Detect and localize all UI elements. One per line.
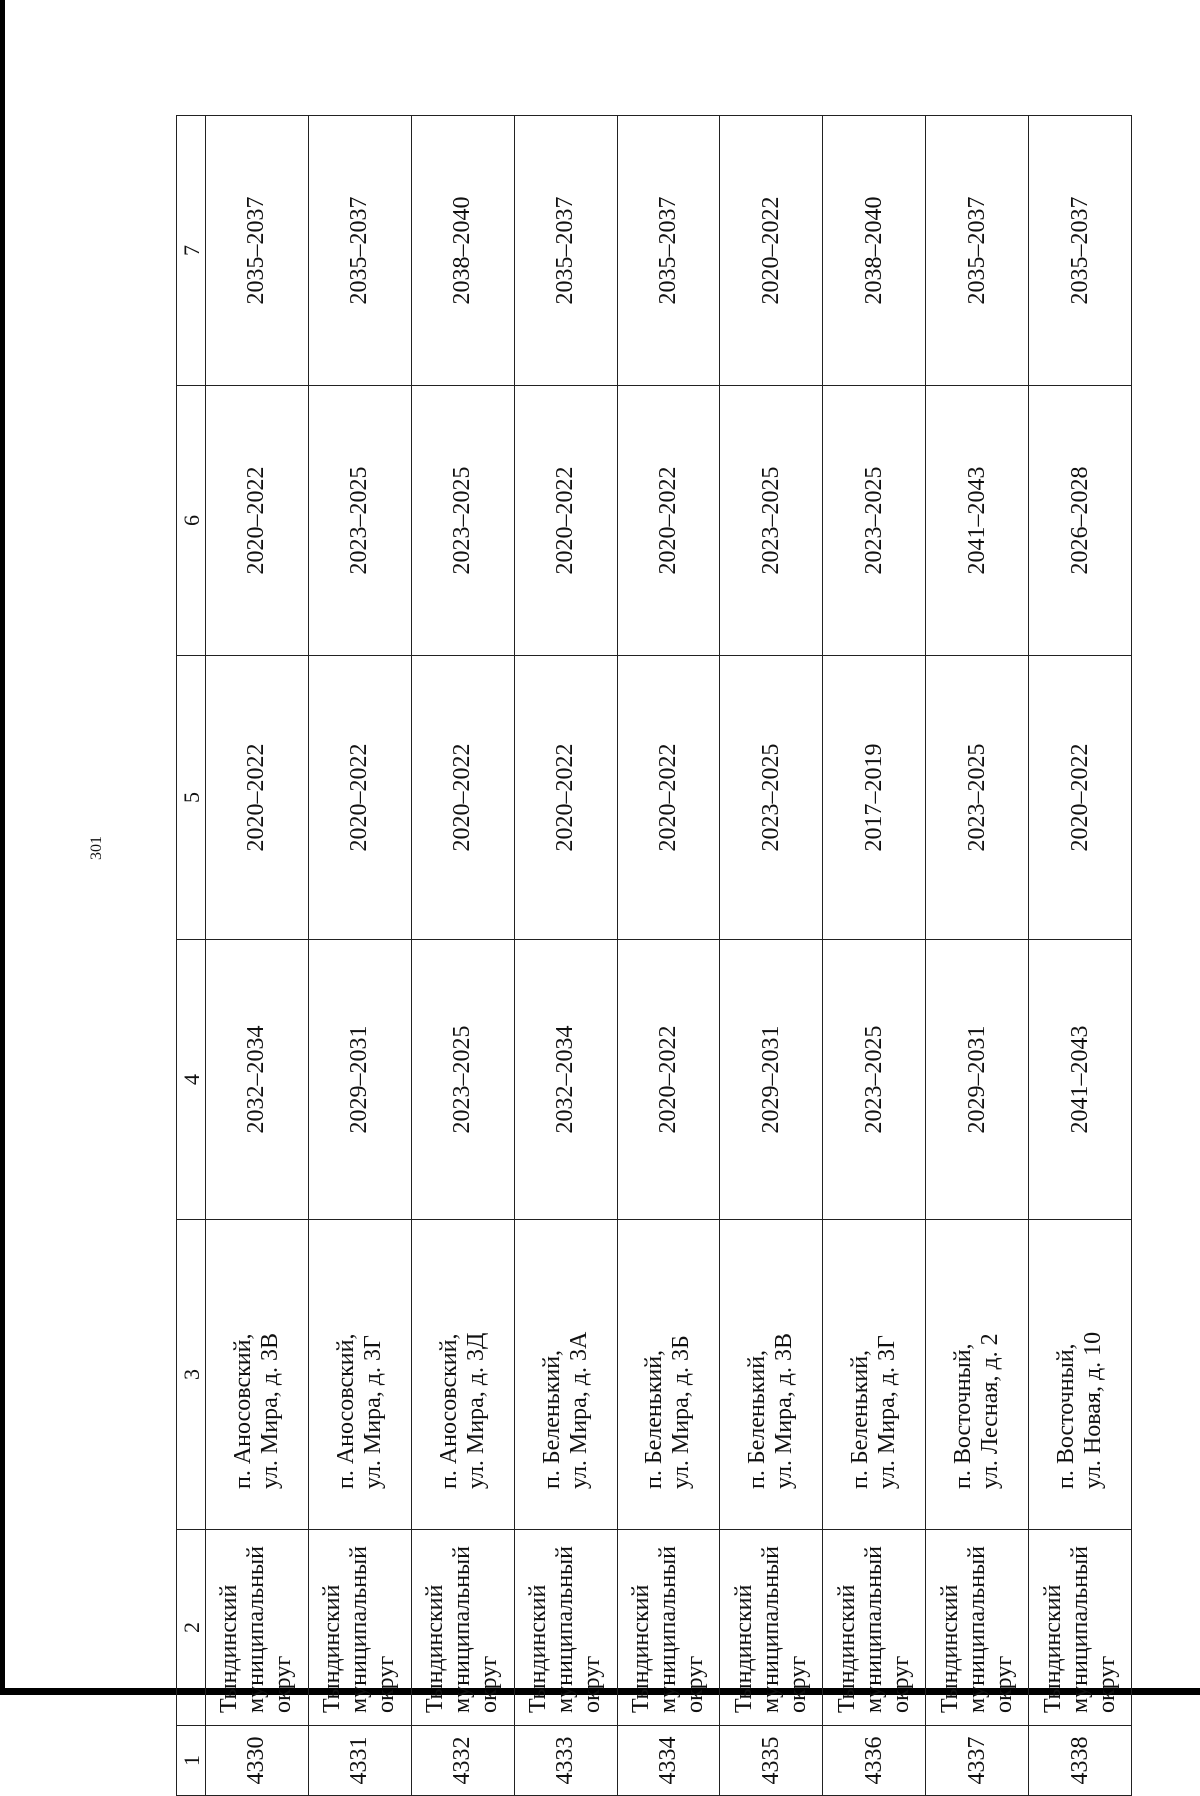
period-cell-c5: 2023–2025	[926, 656, 1029, 940]
district-line: Тындинский	[936, 1584, 963, 1713]
column-number: 7	[177, 116, 206, 386]
address-cell	[308, 1220, 411, 1530]
row-number-cell: 4336	[823, 1726, 926, 1796]
district-cell	[617, 1530, 720, 1726]
row-number-cell: 4332	[411, 1726, 514, 1796]
period-cell-c6: 2023–2025	[823, 386, 926, 656]
district-line: муниципальный	[963, 1545, 990, 1713]
row-number-cell: 4335	[720, 1726, 823, 1796]
district-line: Тындинский	[730, 1584, 757, 1713]
period-cell-c5: 2020–2022	[411, 656, 514, 940]
row-number-cell: 4333	[514, 1726, 617, 1796]
period-cell-c7: 2035–2037	[206, 116, 309, 386]
district-cell	[720, 1530, 823, 1726]
registry-table-wrapper	[176, 116, 1132, 1796]
period-cell-c7: 2035–2037	[617, 116, 720, 386]
address-line: ул. Мира, д. 3В	[256, 1333, 283, 1489]
district-line: округ	[1093, 1655, 1120, 1713]
period-cell-c4: 2032–2034	[514, 940, 617, 1220]
address-line: ул. Мира, д. 3В	[771, 1333, 798, 1489]
district-line: Тындинский	[525, 1584, 552, 1713]
district-line: округ	[887, 1655, 914, 1713]
district-cell	[1029, 1530, 1132, 1726]
address-line: ул. Лесная, д. 2	[977, 1333, 1004, 1489]
row-number-cell: 4334	[617, 1726, 720, 1796]
district-cell	[411, 1530, 514, 1726]
address-cell	[720, 1220, 823, 1530]
period-cell-c7: 2035–2037	[308, 116, 411, 386]
scan-frame-left	[0, 0, 5, 1695]
table-row	[514, 116, 617, 1796]
address-line: п. Восточный,	[1053, 1343, 1079, 1489]
period-cell-c6: 2026–2028	[1029, 386, 1132, 656]
district-cell	[206, 1530, 309, 1726]
period-cell-c6: 2020–2022	[206, 386, 309, 656]
table-row	[411, 116, 514, 1796]
period-cell-c6: 2020–2022	[514, 386, 617, 656]
district-line: округ	[784, 1655, 811, 1713]
period-cell-c7: 2035–2037	[514, 116, 617, 386]
district-line: округ	[990, 1655, 1017, 1713]
district-line: округ	[681, 1655, 708, 1713]
period-cell-c4: 2041–2043	[1029, 940, 1132, 1220]
period-cell-c5: 2020–2022	[206, 656, 309, 940]
row-number-cell: 4337	[926, 1726, 1029, 1796]
row-number-cell: 4338	[1029, 1726, 1132, 1796]
column-number: 6	[177, 386, 206, 656]
period-cell-c5: 2020–2022	[617, 656, 720, 940]
district-line: муниципальный	[654, 1545, 681, 1713]
period-cell-c7: 2038–2040	[823, 116, 926, 386]
address-line: п. Беленький,	[847, 1349, 874, 1489]
address-line: п. Аносовский,	[229, 1333, 256, 1489]
address-cell	[206, 1220, 309, 1530]
period-cell-c6: 2023–2025	[308, 386, 411, 656]
district-cell	[308, 1530, 411, 1726]
table-row	[720, 116, 823, 1796]
address-line: п. Беленький,	[641, 1349, 668, 1489]
period-cell-c7: 2038–2040	[411, 116, 514, 386]
district-cell	[514, 1530, 617, 1726]
address-cell	[926, 1220, 1029, 1530]
address-cell	[617, 1220, 720, 1530]
table-row	[926, 116, 1029, 1796]
period-cell-c5: 2020–2022	[514, 656, 617, 940]
period-cell-c7: 2035–2037	[926, 116, 1029, 386]
column-number: 4	[177, 940, 206, 1220]
period-cell-c6: 2041–2043	[926, 386, 1029, 656]
district-line: Тындинский	[422, 1584, 449, 1713]
address-line: ул. Мира, д. 3Г	[359, 1335, 386, 1489]
address-line: п. Аносовский,	[332, 1333, 359, 1489]
district-line: округ	[373, 1655, 400, 1713]
period-cell-c7: 2020–2022	[720, 116, 823, 386]
period-cell-c4: 2029–2031	[308, 940, 411, 1220]
period-cell-c5: 2017–2019	[823, 656, 926, 940]
table-row	[1029, 116, 1132, 1796]
district-line: округ	[270, 1655, 297, 1713]
address-cell	[823, 1220, 926, 1530]
address-line: п. Беленький,	[538, 1349, 565, 1489]
district-line: Тындинский	[216, 1584, 243, 1713]
district-cell	[823, 1530, 926, 1726]
table-row	[617, 116, 720, 1796]
registry-table	[176, 115, 1132, 1796]
address-line: ул. Мира, д. 3Б	[668, 1335, 695, 1489]
period-cell-c6: 2023–2025	[411, 386, 514, 656]
address-line: ул. Мира, д. 3А	[565, 1331, 592, 1489]
period-cell-c5: 2020–2022	[1029, 656, 1132, 940]
period-cell-c4: 2029–2031	[926, 940, 1029, 1220]
district-line: муниципальный	[449, 1545, 476, 1713]
district-line: муниципальный	[1066, 1545, 1093, 1713]
period-cell-c4: 2023–2025	[823, 940, 926, 1220]
column-number-row	[177, 116, 206, 1796]
table-row	[206, 116, 309, 1796]
district-line: Тындинский	[833, 1584, 860, 1713]
district-line: округ	[476, 1655, 503, 1713]
period-cell-c5: 2020–2022	[308, 656, 411, 940]
district-line: муниципальный	[346, 1545, 373, 1713]
period-cell-c6: 2020–2022	[617, 386, 720, 656]
address-line: п. Беленький,	[744, 1349, 771, 1489]
column-number: 5	[177, 656, 206, 940]
district-line: округ	[579, 1655, 606, 1713]
district-line: Тындинский	[319, 1584, 346, 1713]
row-number-cell: 4330	[206, 1726, 309, 1796]
district-line: муниципальный	[860, 1545, 887, 1713]
address-line: п. Восточный,	[950, 1343, 977, 1489]
district-line: муниципальный	[757, 1545, 784, 1713]
district-line: муниципальный	[552, 1545, 579, 1713]
address-cell	[411, 1220, 514, 1530]
period-cell-c4: 2029–2031	[720, 940, 823, 1220]
table-row	[308, 116, 411, 1796]
page-number: 301	[88, 836, 105, 860]
address-cell	[1029, 1220, 1132, 1530]
address-line: ул. Мира, д. 3Д	[462, 1332, 489, 1489]
period-cell-c4: 2020–2022	[617, 940, 720, 1220]
period-cell-c4: 2032–2034	[206, 940, 309, 1220]
column-number: 2	[177, 1530, 206, 1726]
address-line: ул. Мира, д. 3Г	[874, 1335, 901, 1489]
district-line: муниципальный	[243, 1545, 270, 1713]
address-line: ул. Новая, д. 10	[1080, 1331, 1106, 1489]
address-line: п. Аносовский,	[435, 1333, 462, 1489]
address-cell	[514, 1220, 617, 1530]
period-cell-c7: 2035–2037	[1029, 116, 1132, 386]
period-cell-c4: 2023–2025	[411, 940, 514, 1220]
column-number: 1	[177, 1726, 206, 1796]
district-line: Тындинский	[627, 1584, 654, 1713]
district-line: Тындинский	[1039, 1584, 1066, 1713]
period-cell-c5: 2023–2025	[720, 656, 823, 940]
row-number-cell: 4331	[308, 1726, 411, 1796]
table-row	[823, 116, 926, 1796]
period-cell-c6: 2023–2025	[720, 386, 823, 656]
district-cell	[926, 1530, 1029, 1726]
column-number: 3	[177, 1220, 206, 1530]
